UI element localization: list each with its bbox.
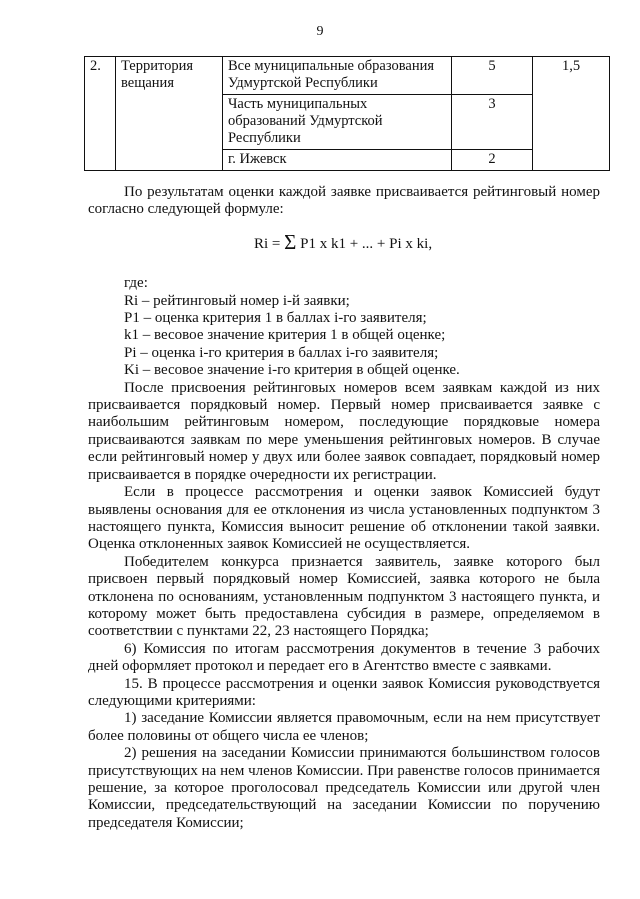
definition-item: P1 – оценка критерия 1 в баллах i-го заявителя; <box>124 310 427 327</box>
option-description: г. Ижевск <box>223 150 452 171</box>
paragraph: 2) решения на заседании Комиссии принимаются большинством голосов присутствующих на нем членов Комиссии. При равенстве голосов принимается решение, за которое проголосовал председатель Комиссии или другой член Комиссии, председательствующий на заседании Комиссии по поручению председателя Комиссии; <box>88 745 600 831</box>
option-score: 2 <box>452 150 533 171</box>
table-row <box>85 57 610 95</box>
definition-item: Pi – оценка i-го критерия в баллах i-го заявителя; <box>124 344 439 361</box>
option-score: 5 <box>452 57 533 95</box>
paragraph: Победителем конкурса признается заявитель, заявке которого был присвоен первый порядковый номер Комиссией, заявка которого не была отклонена по основаниям, установленным подпунктом 3 настоящего пункта, и которому может быть предоставлена субсидия в размере, определяемом в соответствии с пунктами 22, 23 настоящего Порядка; <box>88 553 600 640</box>
paragraph: После присвоения рейтинговых номеров всем заявкам каждой из них присваивается порядковый номер. Первый номер присваивается заявке с наибольшим рейтинговым номером, последующие порядковые номера присваиваются заявкам по мере уменьшения рейтинговых номеров. В случае если рейтинговый номер у двух или более заявок совпадает, порядковый номер присваивается в порядке очередности их регистрации. <box>88 379 600 483</box>
page-number: 9 <box>316 24 324 39</box>
formula-lhs: Ri = <box>254 235 281 252</box>
option-description: Все муниципальные образования Удмуртской Республики <box>223 57 452 95</box>
document-body <box>88 184 600 832</box>
definition-item: Ri – рейтинговый номер i-й заявки; <box>124 292 350 309</box>
criteria-table <box>84 56 610 171</box>
option-score: 3 <box>452 95 533 150</box>
rating-formula <box>88 229 600 254</box>
criterion-name: Территория вещания <box>116 57 223 171</box>
criterion-weight: 1,5 <box>533 57 610 171</box>
paragraph: 1) заседание Комиссии является правомочным, если на нем присутствует более половины от общего числа ее членов; <box>88 710 600 744</box>
formula-rhs: P1 x k1 + ... + Pi x ki, <box>300 235 433 252</box>
definition-item: Ki – весовое значение i-го критерия в общей оценке. <box>124 362 460 379</box>
option-description: Часть муниципальных образований Удмуртской Республики <box>223 95 452 150</box>
paragraph: Если в процессе рассмотрения и оценки заявок Комиссией будут выявлены основания для ее отклонения из числа установленных подпунктом 3 настоящего пункта, Комиссия выносит решение об отклонении такой заявки. Оценка отклоненных заявок Комиссией не осуществляется. <box>88 484 600 553</box>
intro-paragraph: По результатам оценки каждой заявке присваивается рейтинговый номер согласно следующей формуле: <box>88 184 600 218</box>
definition-item: k1 – весовое значение критерия 1 в общей оценке; <box>124 327 446 344</box>
sigma-symbol: Σ <box>284 229 297 254</box>
row-number: 2. <box>85 57 116 171</box>
paragraph: 15. В процессе рассмотрения и оценки заявок Комиссия руководствуется следующими критериями: <box>88 675 600 709</box>
paragraph: 6) Комиссия по итогам рассмотрения документов в течение 3 рабочих дней оформляет протокол и передает его в Агентство вместе с заявками. <box>88 640 600 675</box>
where-label: где: <box>124 275 148 292</box>
